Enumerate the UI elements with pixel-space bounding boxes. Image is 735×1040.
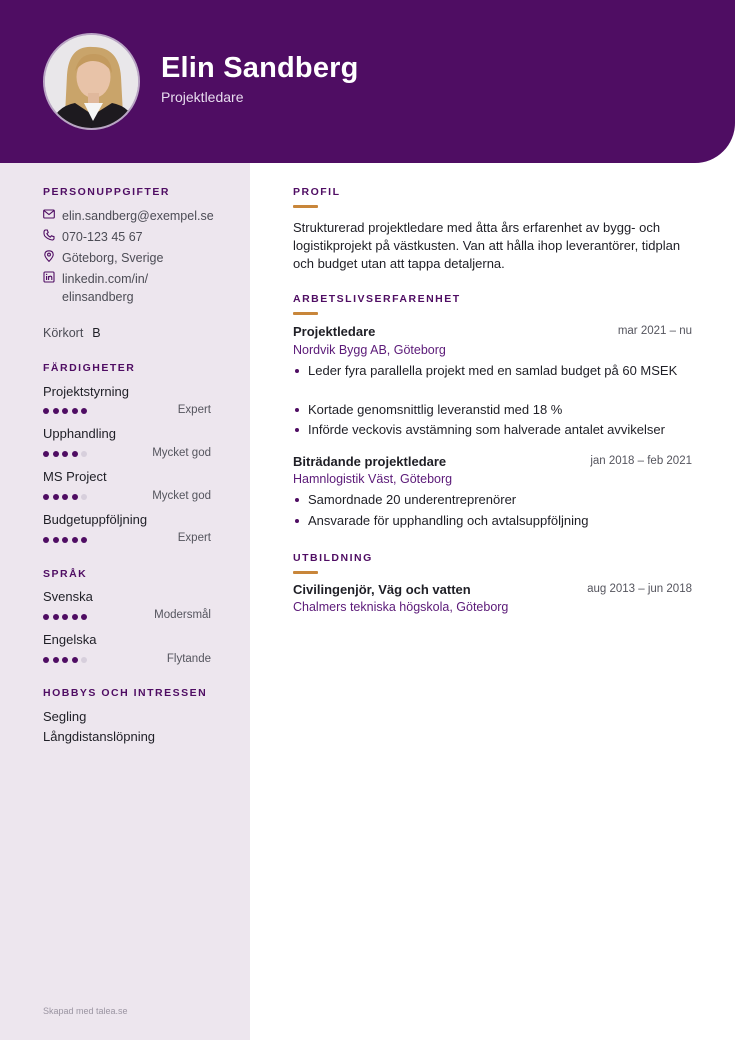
profile-photo (43, 33, 140, 130)
rating-dot (53, 614, 59, 620)
rating-dot (72, 657, 78, 663)
skill-level: Expert (177, 532, 211, 544)
job-company: Hamnlogistik Väst, Göteborg (293, 472, 453, 486)
job-company: Nordvik Bygg AB, Göteborg (293, 343, 446, 357)
skill-name: MS Project (43, 469, 107, 484)
contact-linkedin-line2: elinsandberg (62, 290, 134, 304)
rating-dot (43, 494, 49, 500)
rating-dot (53, 451, 59, 457)
skill-name: Projektstyrning (43, 384, 129, 399)
rating-dot (53, 408, 59, 414)
section-rule (293, 571, 318, 574)
rating-dot (43, 614, 49, 620)
hobby-item: Segling (43, 709, 87, 724)
language-level: Flytande (166, 653, 211, 665)
rating-dot (62, 494, 68, 500)
rating-dot (43, 537, 49, 543)
driving-licence (43, 326, 101, 340)
job-bullet: Införde veckovis avstämning som halverade antalet avvikelser (308, 421, 688, 439)
section-title-profile: PROFIL (293, 186, 341, 198)
rating-dot (62, 614, 68, 620)
language-level: Modersmål (154, 609, 211, 621)
rating-dot (53, 657, 59, 663)
profile-text: Strukturerad projektledare med åtta års erfarenhet av bygg- och logistikprojekt på västkusten. Van att hålla ihop leverantörer, tidplan och budget utan att tappa detaljerna. (293, 220, 681, 271)
rating-dot (81, 494, 87, 500)
candidate-title: Projektledare (161, 89, 244, 105)
hobby-item: Långdistanslöpning (43, 729, 156, 744)
contact-email-text: elin.sandberg@exempel.se (62, 209, 214, 223)
section-rule (293, 312, 318, 315)
education-school: Chalmers tekniska högskola, Göteborg (293, 600, 509, 614)
rating-dot (62, 537, 68, 543)
rating-dot (53, 537, 59, 543)
rating-dot (72, 614, 78, 620)
rating-dot (43, 451, 49, 457)
job-title: Biträdande projektledare (293, 454, 447, 469)
rating-dot (72, 494, 78, 500)
section-title-skills: FÄRDIGHETER (43, 362, 136, 374)
rating-dot (81, 451, 87, 457)
section-title-personal: PERSONUPPGIFTER (43, 186, 170, 198)
section-rule (293, 205, 318, 208)
candidate-name: Elin Sandberg (161, 52, 359, 84)
skill-level: Mycket god (152, 447, 211, 459)
skill-name: Budgetuppföljning (43, 512, 148, 527)
rating-dot (81, 408, 87, 414)
job-bullet: Leder fyra parallella projekt med en samlad budget på 60 MSEK (308, 362, 688, 380)
rating-dot (72, 451, 78, 457)
mail-icon (43, 208, 55, 220)
portrait-icon (45, 35, 140, 130)
rating-dot (62, 451, 68, 457)
header-banner (0, 0, 735, 163)
job-bullet: Ansvarade för upphandling och avtalsuppföljning (308, 512, 688, 530)
education-title: Civilingenjör, Väg och vatten (293, 582, 471, 597)
rating-dot (81, 537, 87, 543)
skill-name: Upphandling (43, 426, 117, 441)
job-bullet: Kortade genomsnittlig leveranstid med 18 % (308, 401, 688, 419)
skill-level: Mycket god (152, 490, 211, 502)
linkedin-icon (43, 271, 55, 283)
contact-location-text: Göteborg, Sverige (62, 251, 164, 265)
job-bullet: Samordnade 20 underentreprenörer (308, 491, 688, 509)
section-title-languages: SPRÅK (43, 568, 88, 580)
rating-dot (43, 657, 49, 663)
rating-dot (81, 657, 87, 663)
rating-dot (72, 537, 78, 543)
contact-phone-text: 070-123 45 67 (62, 230, 143, 244)
phone-icon (43, 229, 55, 241)
rating-dot (81, 614, 87, 620)
rating-dot (53, 494, 59, 500)
job-date: mar 2021 – nu (617, 325, 692, 337)
contact-linkedin-line1: linkedin.com/in/ (62, 272, 149, 286)
section-title-hobbies: HOBBYS OCH INTRESSEN (43, 687, 208, 699)
footer-credit[interactable]: Skapad med talea.se (43, 1006, 128, 1016)
skill-level: Expert (177, 404, 211, 416)
education-date: aug 2013 – jun 2018 (587, 583, 692, 595)
licence-label: Körkort (43, 326, 84, 340)
rating-dot (43, 408, 49, 414)
section-title-experience: ARBETSLIVSERFARENHET (293, 293, 461, 305)
rating-dot (62, 657, 68, 663)
licence-value: B (92, 326, 101, 340)
job-date: jan 2018 – feb 2021 (590, 455, 692, 467)
rating-dot (72, 408, 78, 414)
location-pin-icon (43, 250, 55, 262)
job-title: Projektledare (293, 324, 376, 339)
section-title-education: UTBILDNING (293, 552, 373, 564)
language-name: Engelska (43, 632, 97, 647)
language-name: Svenska (43, 589, 93, 604)
rating-dot (62, 408, 68, 414)
